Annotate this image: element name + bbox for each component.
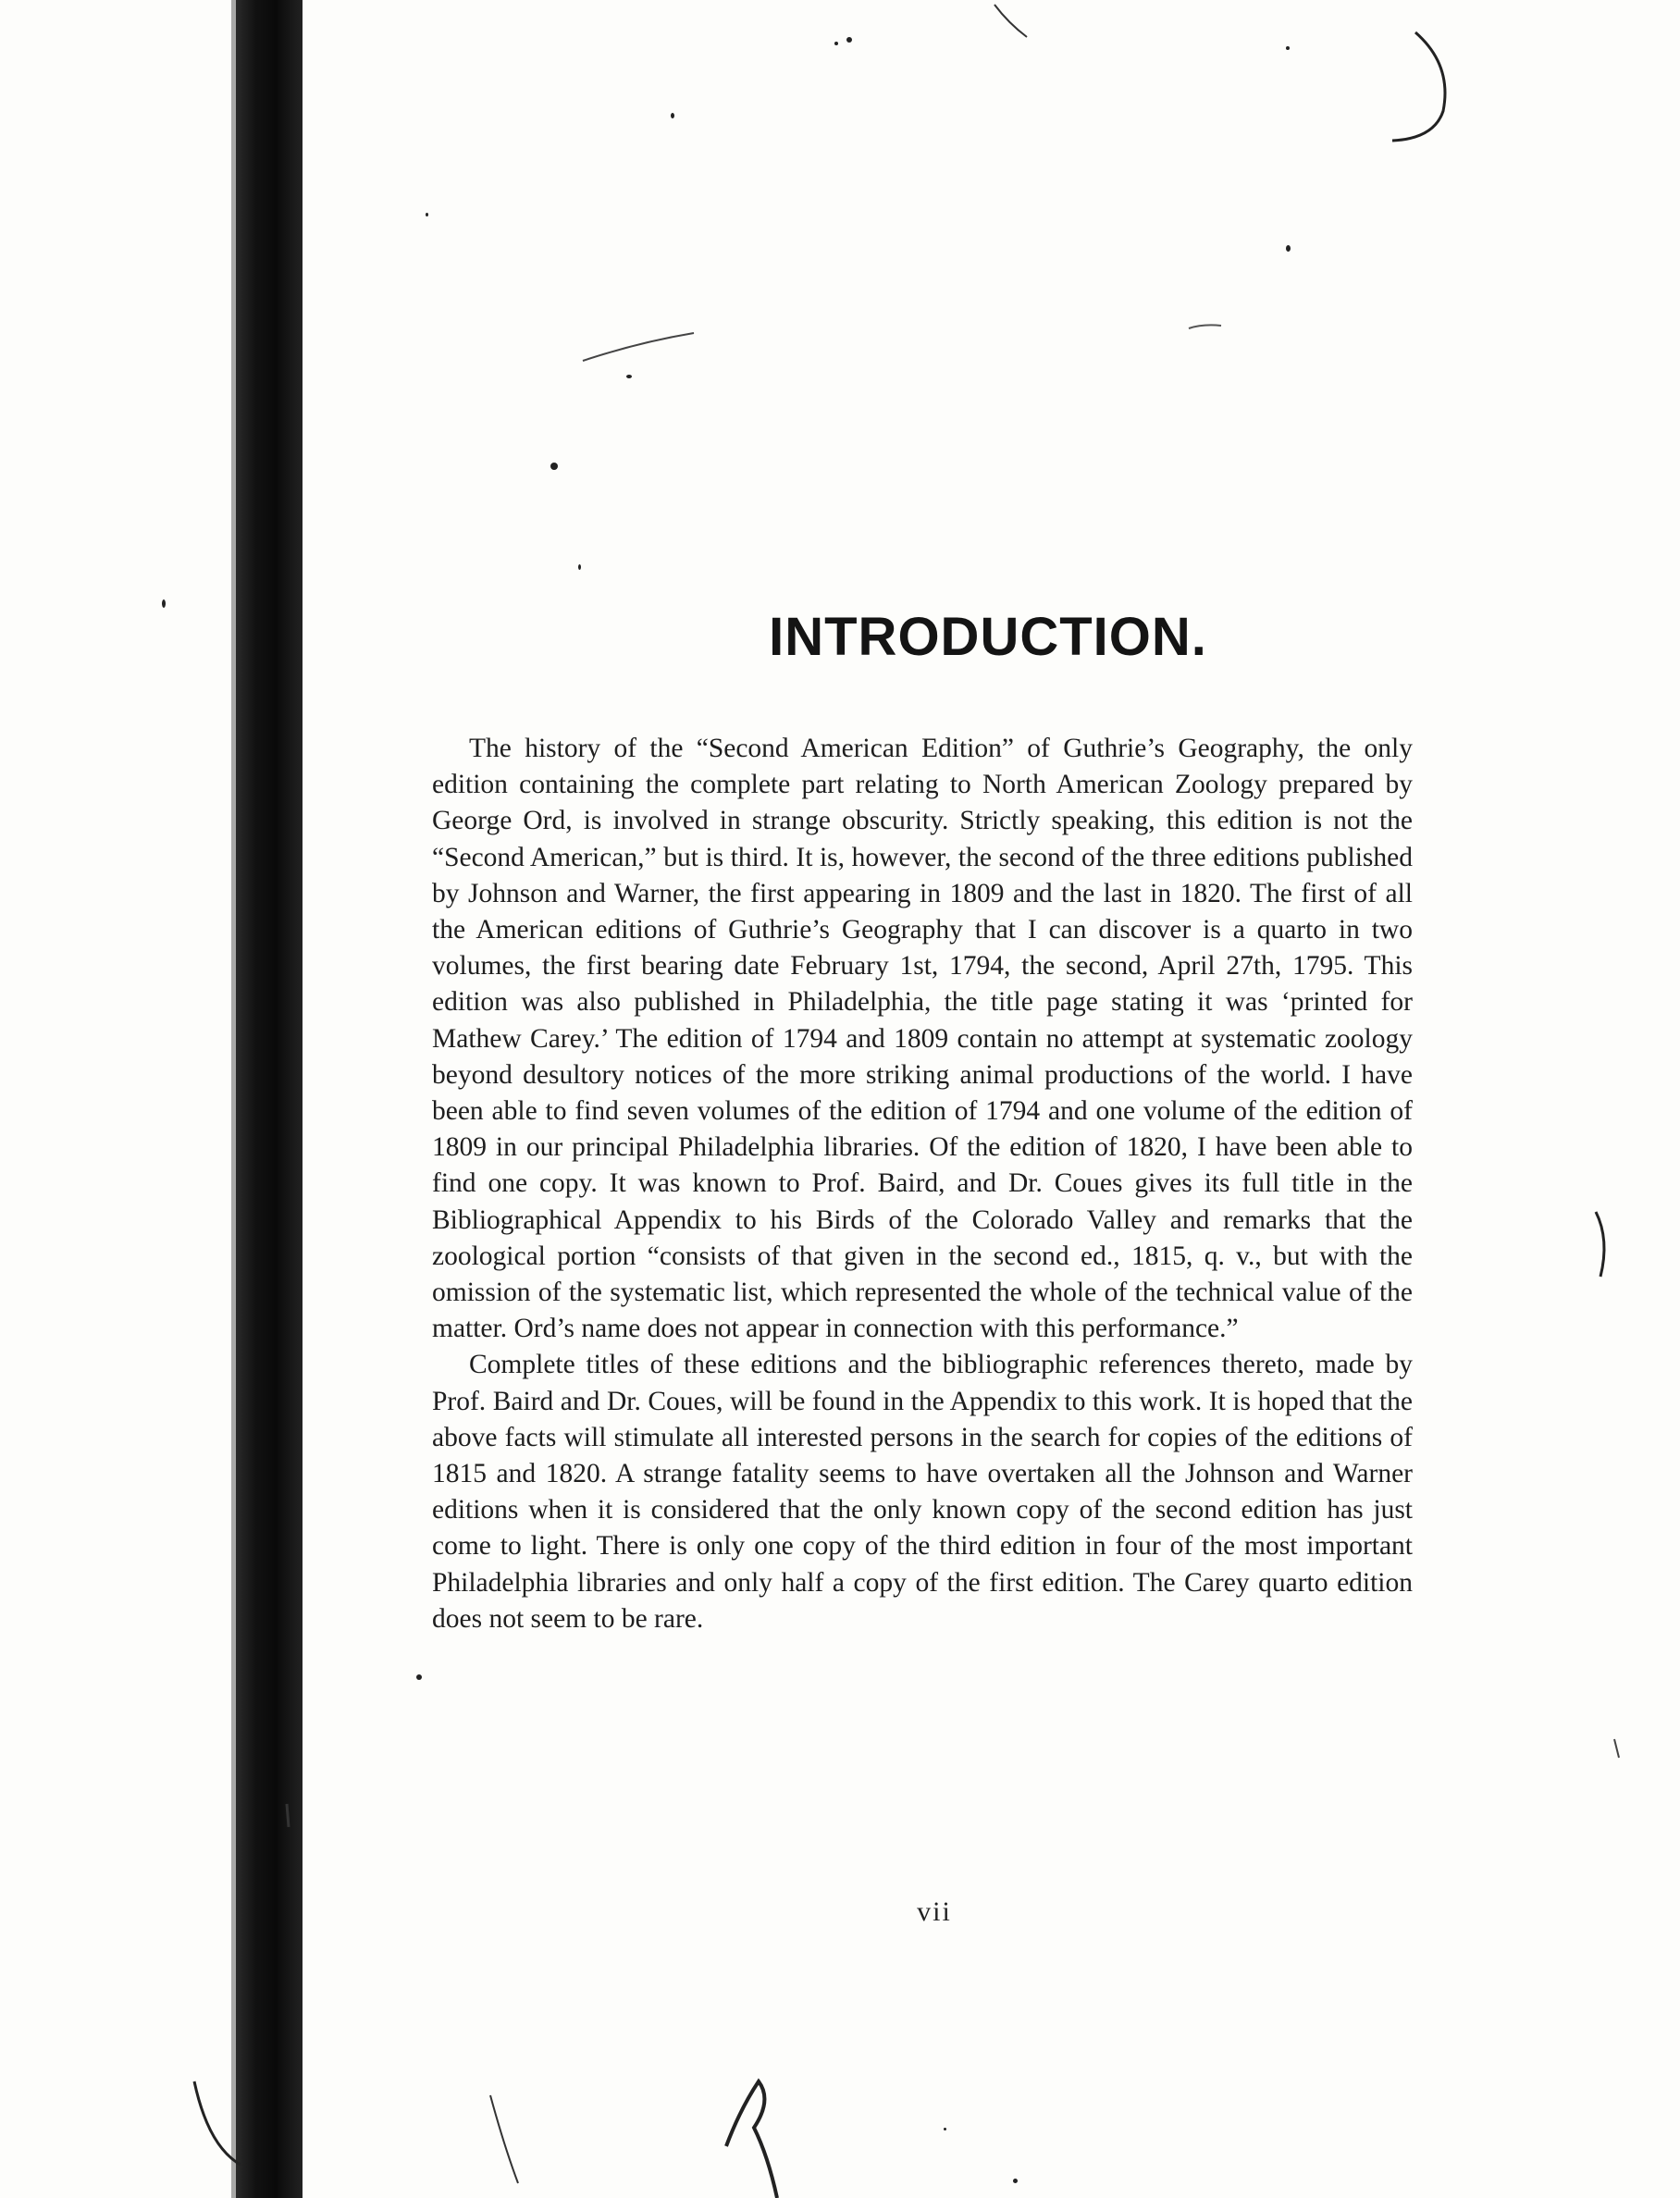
paragraph: Complete titles of these editions and the bibliographic references thereto, made by Prof. Baird and Dr. Coues, will be found in the Appendix to this work. It is hoped that the above facts will stimulate all interested persons in the search for copies of the editions of 1815 and 1820. A strange fatality seems to have overtaken all the Johnson and Warner editions when it is considered that the only known copy of the second edition has just come to light. There is only one copy of the third edition in four of the most important Philadelphia libraries and only half a copy of the first edition. The Carey quarto edition does not seem to be rare.	[432, 1350, 1413, 1634]
paragraph: The history of the “Second American Edition” of Guthrie’s Geography, the only edition containing the complete part relating to North American Zoology prepared by George Ord, is involved in strange obscurity. Strictly speaking, this edition is not the “Second American,” but is third. It is, however, the second of the three editions published by Johnson and Warner, the first appearing in 1809 and the last in 1820. The first of all the American editions of Guthrie’s Geography that I can discover is a quarto in two volumes, the first bearing date February 1st, 1794, the second, April 27th, 1795. This edition was also published in Philadelphia, the title page stating it was ‘printed for Mathew Carey.’ The edition of 1794 and 1809 contain no attempt at systematic zoology beyond desultory notices of the more striking animal productions of the world. I have been able to find seven volumes of the edition of 1794 and one volume of the edition of 1809 in our principal Philadelphia libraries. Of the edition of 1820, I have been able to find one copy. It was known to Prof. Baird, and Dr. Coues gives its full title in the Bibliographical Appendix to his Birds of the Colorado Valley and remarks that the zoological portion “consists of that given in the second ed., 1815, q. v., but with the omission of the systematic list, which represented the whole of the technical value of the matter. Ord’s name does not appear in connection with this performance.”	[432, 734, 1413, 1344]
body-text	[432, 731, 1413, 1637]
page-number: vii	[917, 1896, 952, 1927]
page-title: INTRODUCTION.	[769, 607, 1207, 667]
